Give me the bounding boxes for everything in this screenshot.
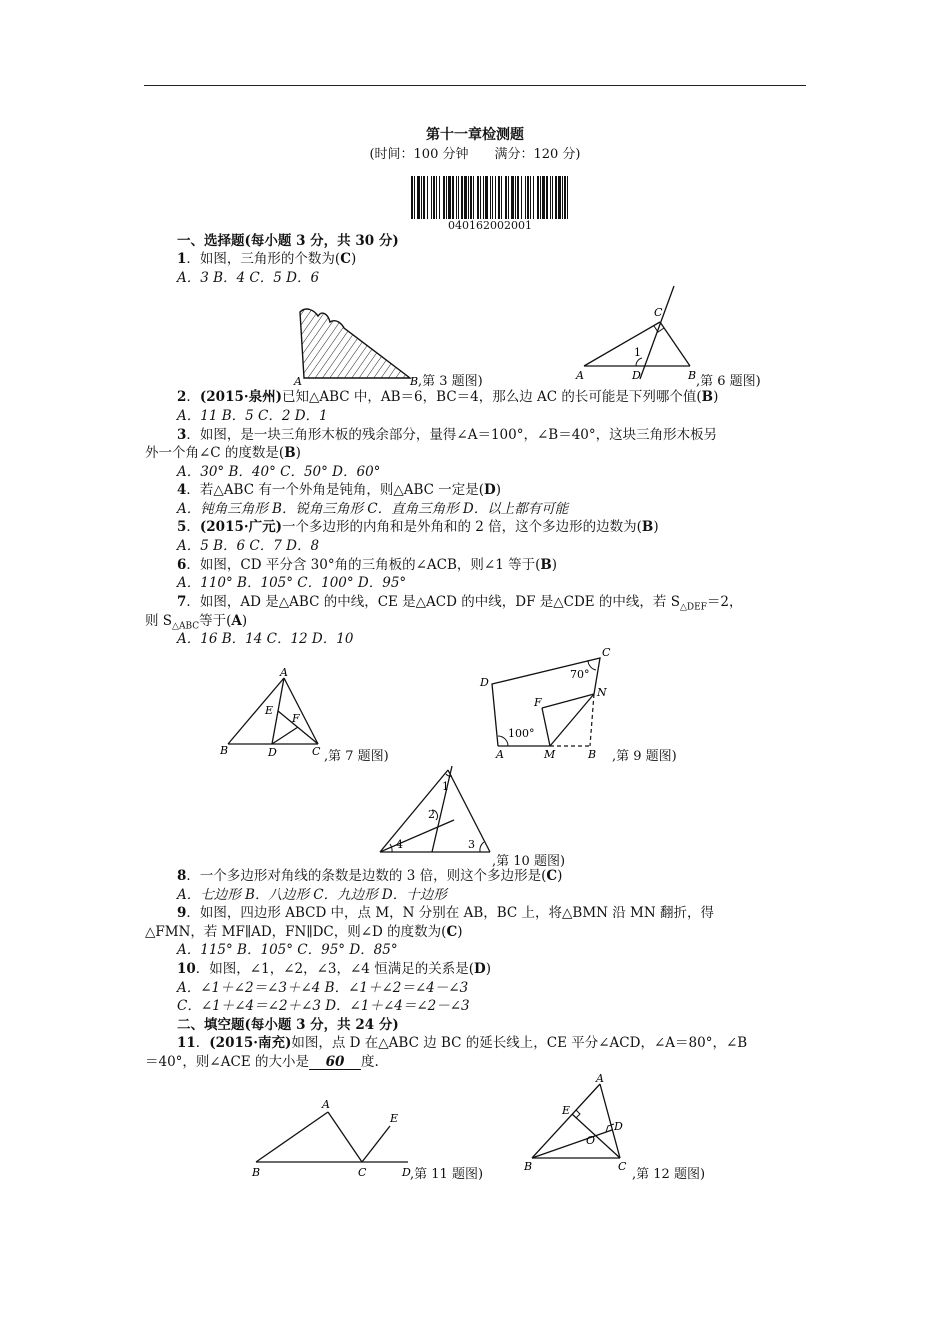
barcode-bar: [414, 176, 415, 219]
question-source: (2015·广元): [199, 519, 282, 535]
answer: D: [484, 482, 496, 498]
barcode-bar: [508, 176, 509, 219]
label-angle-a: 100°: [508, 727, 535, 740]
label-n: N: [597, 686, 607, 699]
label-a: A: [294, 375, 302, 386]
options-7: A．16 B．14 C．12 D．10: [177, 631, 354, 647]
question-number: 5: [177, 519, 187, 535]
label-d: D: [402, 1166, 411, 1179]
barcode-bar: [458, 176, 459, 219]
figure-3-caption: ,第 3 题图): [418, 374, 483, 389]
label-c: C: [602, 646, 611, 659]
label-b: B: [252, 1166, 261, 1179]
label-a: A: [280, 666, 288, 679]
options-9: A．115° B．105° C．95° D．85°: [177, 942, 398, 958]
question-11-cont: ＝40°，则∠ACE 的大小是 60 度.: [145, 1054, 379, 1070]
options-1: A．3 B．4 C．5 D．6: [177, 270, 320, 286]
question-number: 9: [177, 905, 187, 921]
barcode-bar: [495, 176, 496, 219]
label-c: C: [358, 1166, 367, 1179]
question-number: 4: [177, 482, 187, 498]
label-f: F: [534, 696, 542, 709]
label-a: A: [596, 1072, 604, 1085]
question-5: 5．(2015·广元)一个多边形的内角和是外角和的 2 倍，这个多边形的边数为(B): [177, 519, 659, 535]
barcode-bar: [527, 176, 529, 219]
barcode-bar: [567, 176, 568, 219]
options-10-b: C．∠1＋∠4＝∠2＋∠3 D．∠1＋∠4＝∠2－∠3: [177, 998, 470, 1014]
barcode-bar: [411, 176, 413, 219]
options-5: A．5 B．6 C．7 D．8: [177, 538, 320, 554]
label-o: O: [586, 1134, 596, 1147]
barcode-bar: [530, 176, 531, 219]
figure-12-caption: ,第 12 题图): [632, 1167, 706, 1182]
question-7: 7．如图，AD 是△ABC 的中线，CE 是△ACD 的中线，DF 是△CDE 的中线，若 $S_{\triangle DEF}=2$，: [177, 594, 743, 613]
barcode-bar: [423, 176, 425, 219]
label-d: D: [480, 676, 489, 689]
answer: C: [546, 868, 558, 884]
figure-9-caption: ,第 9 题图): [612, 749, 677, 764]
label-4: 4: [396, 838, 403, 851]
barcode-bar: [542, 176, 545, 219]
barcode-bar: [480, 176, 481, 219]
label-1: 1: [634, 346, 641, 359]
label-3: 3: [468, 838, 475, 851]
barcode-bar: [452, 176, 454, 219]
options-10-a: A．∠1＋∠2＝∠3＋∠4 B．∠1＋∠2＝∠4－∠3: [177, 980, 469, 996]
label-d: D: [632, 369, 641, 382]
question-text: ．如图，CD 平分含 30°角的三角板的∠ACB，则∠1 等于(: [186, 557, 541, 573]
barcode-number: 040162002001: [448, 219, 532, 232]
answer: C: [340, 251, 351, 267]
question-number: 6: [177, 557, 187, 573]
question-3: [177, 426, 717, 444]
barcode: [411, 176, 569, 219]
question-number: 7: [177, 594, 187, 610]
question-10: 10．如图，∠1，∠2，∠3，∠4 恒满足的关系是(D): [177, 961, 491, 977]
question-2: 2．(2015·泉州)已知△ABC 中，AB＝6，BC＝4，那么边 AC 的长可能是下列哪个值(B): [177, 389, 719, 405]
figure-6-caption: ,第 6 题图): [696, 374, 761, 389]
barcode-bar: [521, 176, 522, 219]
options-2: A．11 B．5 C．2 D．1: [177, 408, 328, 424]
answer: B: [284, 445, 296, 461]
label-m: M: [544, 748, 556, 761]
question-source: (2015·南充): [209, 1035, 292, 1051]
question-4: 4．若△ABC 有一个外角是钝角，则△ABC 一定是(D): [177, 482, 502, 498]
figure-12: [520, 1072, 640, 1180]
question-text: 一个多边形的内角和是外角和的 2 倍，这个多边形的边数为(: [281, 519, 642, 535]
question-number: 10: [177, 961, 196, 977]
label-c: C: [654, 306, 663, 319]
figure-11: [244, 1094, 420, 1180]
figure-10: [372, 762, 496, 858]
page-title: 第十一章检测题: [426, 127, 524, 143]
options-3: A．30° B．40° C．50° D．60°: [177, 464, 381, 480]
question-text: ．一个多边形对角线的条数是边数的 3 倍，则这个多边形是(: [186, 868, 547, 884]
barcode-bar: [468, 176, 469, 219]
question-7-cont: 则 $S_{\triangle ABC}$等于(A): [145, 613, 248, 632]
barcode-bar: [501, 176, 502, 219]
label-d: D: [614, 1120, 623, 1133]
question-text: ．如图，四边形 ABCD 中，点 M，N 分别在 AB，BC 上，将△BMN 沿 MN 翻折，得: [186, 905, 714, 921]
barcode-bar: [421, 176, 422, 219]
barcode-bar: [533, 176, 534, 219]
figure-10-caption: ,第 10 题图): [492, 854, 566, 869]
barcode-bar: [517, 176, 519, 219]
barcode-bar: [461, 176, 463, 219]
barcode-bar: [492, 176, 493, 219]
barcode-bar: [464, 176, 467, 219]
barcode-bar: [552, 176, 553, 219]
label-2: 2: [428, 808, 435, 821]
question-number: 8: [177, 868, 187, 884]
label-c: C: [312, 745, 321, 758]
question-source: (2015·泉州): [199, 389, 282, 405]
barcode-bar: [485, 176, 488, 219]
question-text: ．如图，∠1，∠2，∠3，∠4 恒满足的关系是(: [195, 961, 474, 977]
question-text: ．如图，AD 是△ABC 的中线，CE 是△ACD 的中线，DF 是△CDE 的中线，若 S: [186, 594, 680, 610]
barcode-bar: [456, 176, 457, 219]
question-3-cont: 外一个角∠C 的度数是(B): [145, 445, 301, 461]
barcode-bar: [550, 176, 551, 219]
question-number: 1: [177, 251, 187, 267]
answer: B: [641, 519, 654, 535]
answer: B: [701, 389, 714, 405]
barcode-bar: [555, 176, 557, 219]
barcode-bar: [439, 176, 440, 219]
barcode-bar: [546, 176, 548, 219]
question-number: 2: [177, 389, 187, 405]
barcode-bar: [515, 176, 516, 219]
options-8: A．七边形 B．八边形 C．九边形 D．十边形: [177, 887, 447, 903]
question-9: [177, 904, 714, 922]
barcode-bar: [498, 176, 500, 219]
barcode-bar: [431, 176, 432, 219]
answer: B: [540, 557, 552, 573]
answer: C: [446, 924, 458, 940]
barcode-bar: [436, 176, 437, 219]
label-a: A: [496, 748, 504, 761]
label-b: B: [588, 748, 597, 761]
label-c: C: [618, 1160, 627, 1173]
barcode-bar: [540, 176, 541, 219]
barcode-bar: [427, 176, 428, 219]
barcode-bar: [562, 176, 563, 219]
barcode-bar: [443, 176, 445, 219]
label-b: B: [220, 744, 229, 757]
barcode-bar: [477, 176, 479, 219]
question-number: 11: [177, 1035, 196, 1051]
barcode-bar: [473, 176, 474, 219]
barcode-bar: [511, 176, 514, 219]
label-a: A: [322, 1098, 330, 1111]
answer-blank: 60: [309, 1055, 361, 1070]
barcode-bar: [446, 176, 447, 219]
options-6: A．110° B．105° C．100° D．95°: [177, 575, 407, 591]
barcode-bar: [525, 176, 526, 219]
question-9-cont: △FMN，若 MF∥AD，FN∥DC，则∠D 的度数为(C): [145, 924, 463, 940]
barcode-bar: [448, 176, 451, 219]
barcode-bar: [537, 176, 539, 219]
question-text: ．如图，三角形的个数为(: [186, 251, 341, 267]
label-b: B: [688, 369, 697, 382]
label-f: F: [292, 712, 300, 725]
label-b: B: [410, 375, 419, 386]
question-number: 3: [177, 427, 187, 443]
figure-7-caption: ,第 7 题图): [324, 749, 389, 764]
figure-9: [478, 644, 618, 764]
figure-6: [570, 284, 705, 384]
barcode-bar: [417, 176, 420, 219]
figure-7: [216, 664, 326, 760]
label-e: E: [390, 1112, 399, 1125]
section-heading-fill: 二、填空题(每小题 3 分，共 24 分): [177, 1017, 399, 1033]
label-1: 1: [442, 780, 449, 793]
question-11: 11．(2015·南充)如图，点 D 在△ABC 边 BC 的延长线上，CE 平分∠ACD，∠A＝80°，∠B: [177, 1035, 748, 1051]
question-text: ．若△ABC 有一个外角是钝角，则△ABC 一定是(: [186, 482, 485, 498]
barcode-bar: [483, 176, 484, 219]
label-e: E: [562, 1104, 571, 1117]
question-1: 1．如图，三角形的个数为(C): [177, 251, 357, 267]
question-text: 已知△ABC 中，AB＝6，BC＝4，那么边 AC 的长可能是下列哪个值(: [281, 389, 702, 405]
barcode-bar: [470, 176, 472, 219]
label-angle-c: 70°: [570, 668, 590, 681]
label-b: B: [524, 1160, 533, 1173]
options-4: A．钝角三角形 B．锐角三角形 C．直角三角形 D．以上都有可能: [177, 501, 569, 517]
question-text: ．如图，是一块三角形木板的残余部分，量得∠A＝100°，∠B＝40°，这块三角形木板另: [186, 427, 718, 443]
header-rule: [144, 85, 806, 86]
barcode-bar: [505, 176, 507, 219]
barcode-bar: [433, 176, 435, 219]
barcode-bar: [490, 176, 491, 219]
answer: D: [473, 961, 486, 977]
answer: A: [231, 613, 242, 629]
label-d: D: [268, 746, 277, 759]
figure-11-caption: ,第 11 题图): [410, 1167, 484, 1182]
question-6: 6．如图，CD 平分含 30°角的三角板的∠ACB，则∠1 等于(B): [177, 557, 558, 573]
section-heading-choice: 一、选择题(每小题 3 分，共 30 分): [177, 233, 399, 249]
page-subtitle: (时间：100 分钟 满分：120 分): [369, 147, 581, 162]
barcode-bar: [564, 176, 566, 219]
question-8: 8．一个多边形对角线的条数是边数的 3 倍，则这个多边形是(C): [177, 868, 563, 884]
barcode-bar: [558, 176, 561, 219]
label-e: E: [265, 704, 274, 717]
label-a: A: [576, 369, 584, 382]
question-text: 如图，点 D 在△ABC 边 BC 的延长线上，CE 平分∠ACD，∠A＝80°，∠B: [291, 1035, 748, 1051]
figure-3: [292, 306, 427, 386]
